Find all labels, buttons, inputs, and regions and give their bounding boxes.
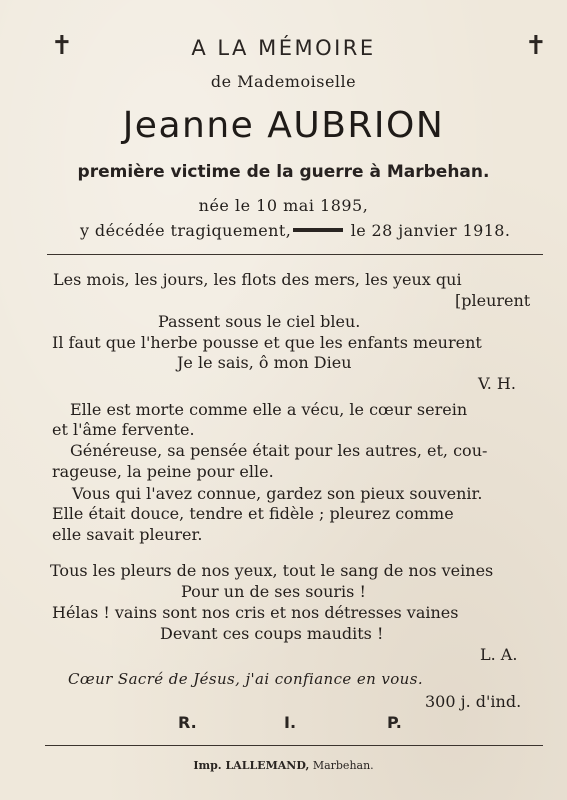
death-date — [80, 221, 520, 240]
poem2-line-1: Tous les pleurs de nos yeux, tout le sang de nos veines — [50, 561, 494, 580]
poem1-signature: V. H. — [478, 374, 516, 393]
poem1-line-5: Je le sais, ô mon Dieu — [177, 353, 352, 372]
prose-line-4: rageuse, la peine pour elle. — [52, 462, 274, 481]
bottom-divider — [45, 745, 543, 746]
poem2-line-3: Hélas ! vains sont nos cris et nos détresses vaines — [52, 603, 459, 622]
death-date-right: le 28 janvier 1918. — [350, 221, 511, 240]
cross-icon: ✝ — [525, 31, 547, 61]
poem1-line-2: [pleurent — [455, 291, 531, 310]
memorial-title: A LA MÉMOIRE — [191, 36, 376, 60]
rip-letter-r: R. — [178, 713, 197, 732]
prose-line-2: et l'âme fervente. — [52, 420, 195, 439]
printer-town: Marbehan. — [312, 759, 374, 772]
poem2-signature: L. A. — [480, 645, 518, 664]
deceased-name: Jeanne AUBRION — [122, 105, 445, 146]
printer-imprint — [0, 759, 567, 772]
poem1-line-4: Il faut que l'herbe pousse et que les enfants meurent — [52, 333, 482, 352]
rip-letter-i: I. — [284, 713, 297, 732]
prose-line-3: Généreuse, sa pensée était pour les autres, et, cou- — [70, 441, 488, 460]
cross-icon: ✝ — [51, 31, 73, 61]
indulgence-note: 300 j. d'ind. — [425, 692, 522, 711]
poem1-line-1: Les mois, les jours, les flots des mers, les yeux qui — [53, 270, 462, 289]
top-divider — [47, 254, 543, 255]
prose-line-1: Elle est morte comme elle a vécu, le cœur serein — [70, 400, 468, 419]
prose-line-6: Elle était douce, tendre et fidèle ; pleurez comme — [52, 504, 454, 523]
death-date-left: y décédée tragiquement, — [80, 221, 292, 240]
victim-description: première victime de la guerre à Marbehan. — [77, 162, 490, 182]
prayer-text: Cœur Sacré de Jésus, j'ai confiance en vous. — [68, 670, 423, 688]
printer-name: Imp. LALLEMAND, — [193, 759, 310, 772]
poem2-line-2: Pour un de ses souris ! — [181, 582, 366, 601]
prose-line-5: Vous qui l'avez connue, gardez son pieux souvenir. — [72, 484, 483, 503]
birth-date: née le 10 mai 1895, — [198, 196, 369, 215]
ornament-dash — [293, 228, 343, 232]
memorial-subtitle: de Mademoiselle — [210, 72, 357, 91]
poem2-line-4: Devant ces coups maudits ! — [160, 624, 384, 643]
rip-letter-p: P. — [387, 713, 402, 732]
prose-line-7: elle savait pleurer. — [52, 525, 203, 544]
poem1-line-3: Passent sous le ciel bleu. — [158, 312, 361, 331]
